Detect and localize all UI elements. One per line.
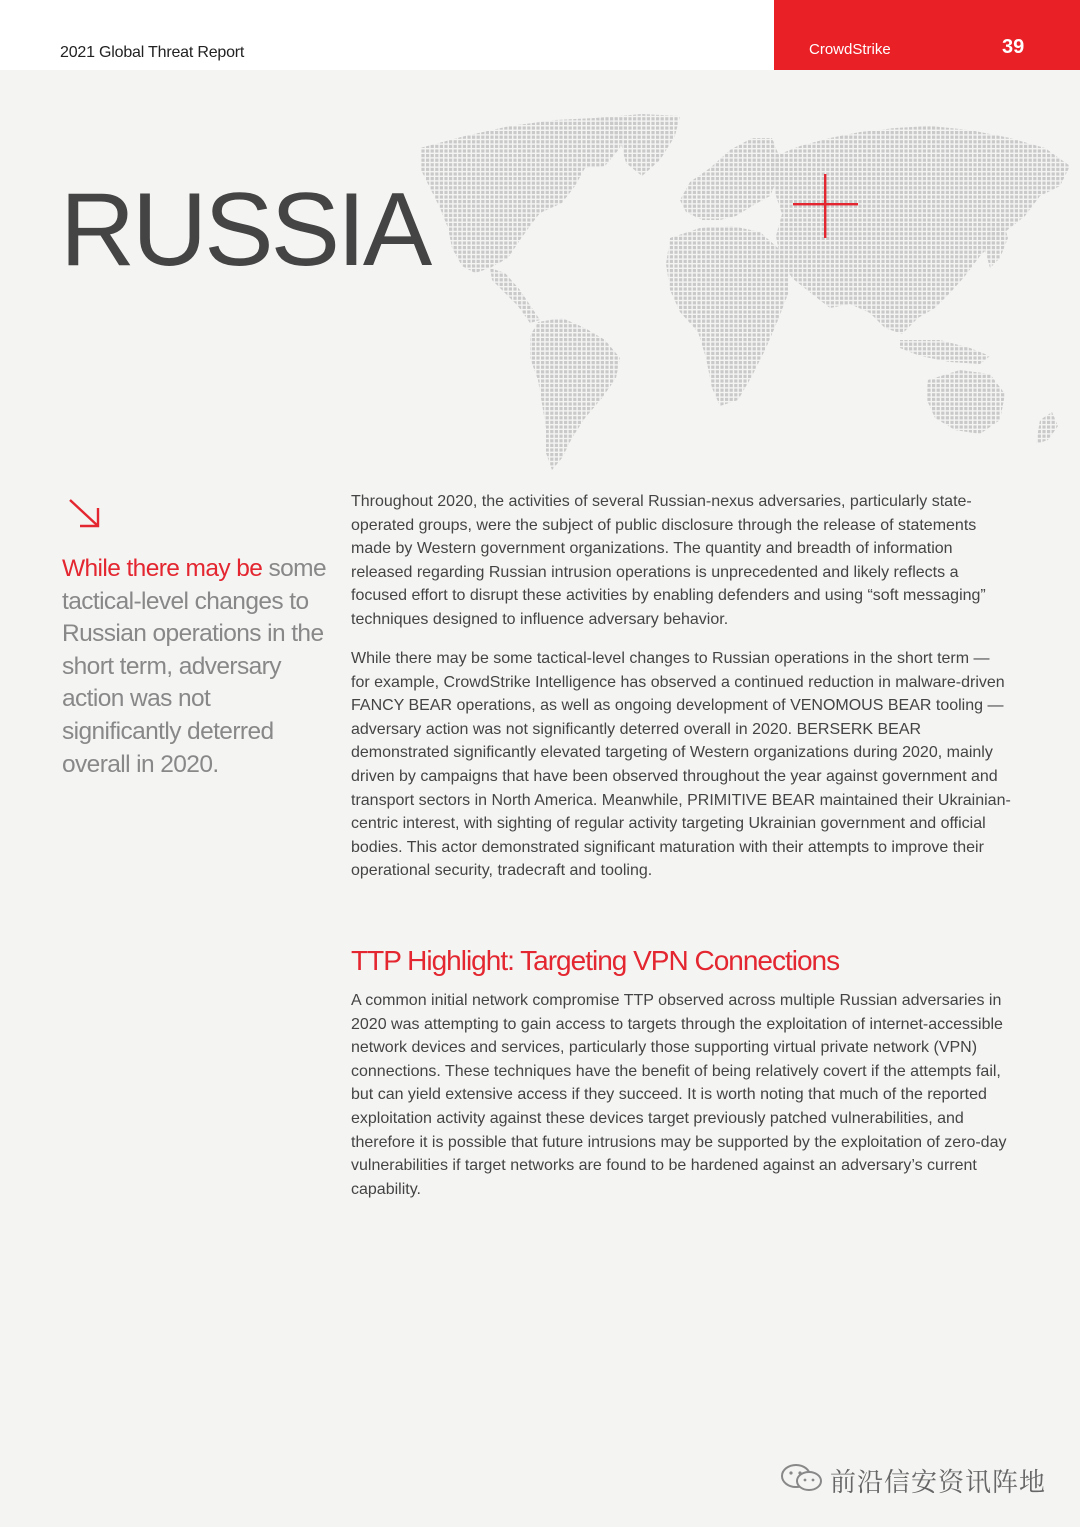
body-paragraph-3: A common initial network compromise TTP observed across multiple Russian adversaries in 2020 was attempting to gain access to targets through the exploitation of internet-accessible network devices and services, particularly those supporting virtual private network (VPN) connections. These techniques have the benefit of being relatively covert if the attempts fail, but can yield extensive access if they succeed. It is worth noting that much of the reported exploitation activity against these devices target previously patched vulnerabilities, and therefore it is possible that future intrusions may be supported by the exploitation of zero-day vulnerabilities if target networks are found to be hardened against an adversary’s current capability. xyxy=(351,992,1007,1198)
pull-quote-highlight: While there may be xyxy=(62,555,263,582)
brand-box xyxy=(774,0,1080,70)
section-heading: TTP Highlight: Targeting VPN Connections xyxy=(351,945,840,976)
world-dot-map xyxy=(380,108,1080,480)
page-number: 39 xyxy=(1002,36,1025,58)
body-paragraph-1: Throughout 2020, the activities of several Russian-nexus adversaries, particularly state-operated groups, were the subject of public disclosure through the release of statements made by Western government organizations. The quantity and breadth of information released regarding Russian intrusion operations is unprecedented and likely reflects a focused effort to disrupt these activities by enabling defenders and using “soft messaging” techniques designed to influence adversary behavior. xyxy=(351,493,986,628)
pull-quote xyxy=(62,553,332,781)
watermark xyxy=(778,1458,1058,1498)
watermark-text: 前沿信安资讯阵地 xyxy=(830,1467,1047,1497)
brand-name: CrowdStrike xyxy=(809,41,891,58)
pull-quote-text: some tactical-level changes to Russian operations in the short term, adversary action was not significantly deterred overall in 2020. xyxy=(62,555,326,778)
page-title: RUSSIA xyxy=(60,171,430,288)
report-title: 2021 Global Threat Report xyxy=(60,44,245,61)
body-paragraph-2: While there may be some tactical-level changes to Russian operations in the short term — for example, CrowdStrike Intelligence has observed a continued reduction in malware-driven FANCY BEAR operations, as well as ongoing development of VENOMOUS BEAR tooling — adversary action was not significantly deterred overall in 2020. BERSERK BEAR demonstrated significantly elevated targeting of Western organizations during 2020, mainly driven by campaigns that have been observed throughout the year against government and transport sectors in North America. Meanwhile, PRIMITIVE BEAR maintained their Ukrainian-centric interest, with sighting of regular activity targeting Ukrainian government and official bodies. This actor demonstrated significant maturation with their attempts to improve their operational security, tradecraft and tooling. xyxy=(351,650,1011,880)
wechat-icon xyxy=(778,1462,826,1494)
page-header xyxy=(0,0,1080,70)
arrow-down-right-icon xyxy=(66,496,102,532)
